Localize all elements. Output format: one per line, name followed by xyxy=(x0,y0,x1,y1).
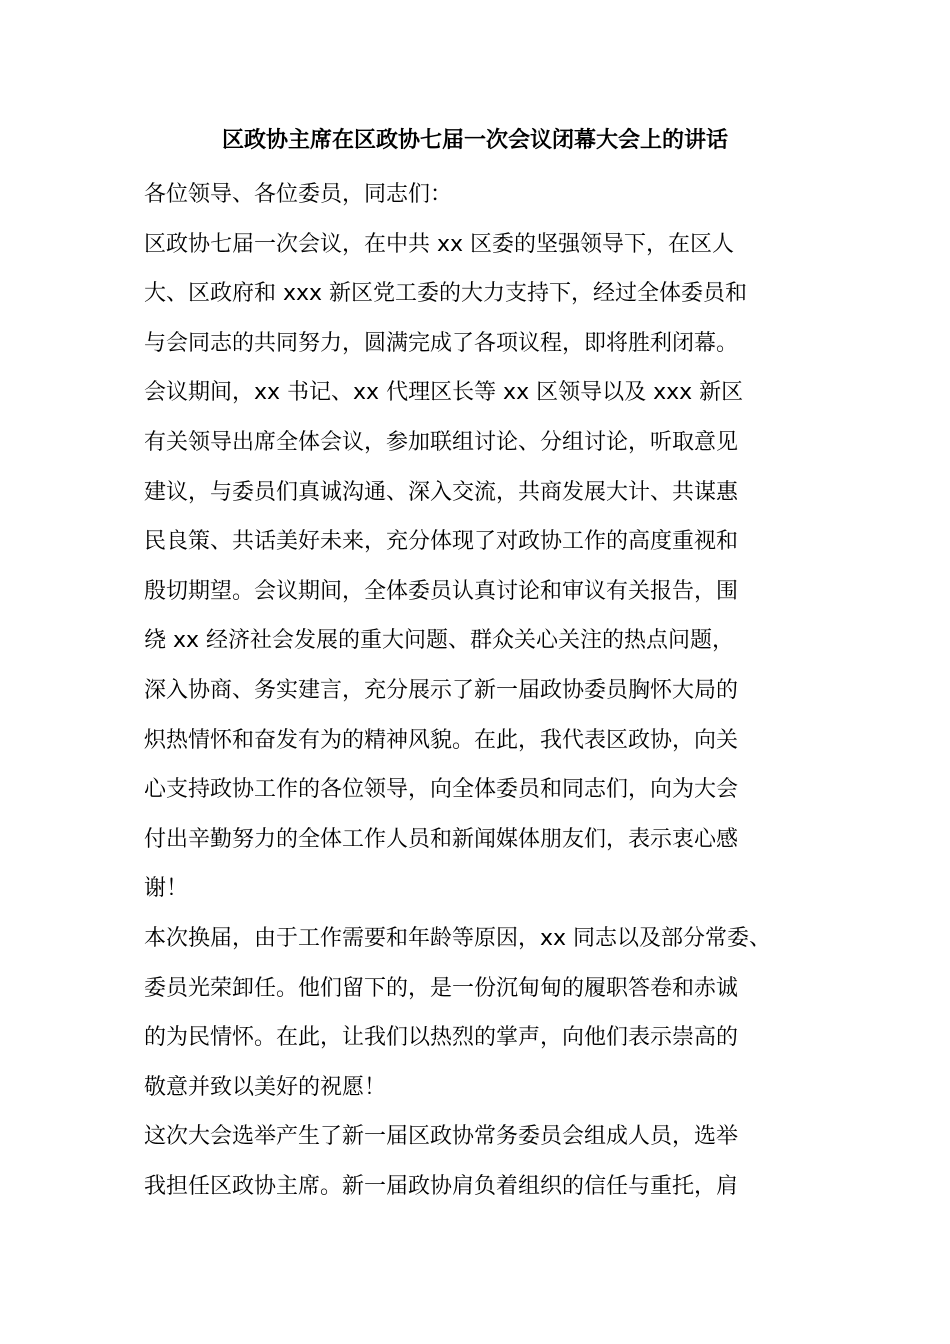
text-line: 绕 xx 经济社会发展的重大问题、群众关心关注的热点问题， xyxy=(144,628,735,654)
text-line: 区政协七届一次会议，在中共 xx 区委的坚强领导下，在区人 xyxy=(144,231,735,257)
paragraph-meeting-intro xyxy=(144,220,824,369)
paragraph-retirement xyxy=(144,914,824,1112)
document-body xyxy=(144,170,824,1211)
document-title: 区政协主席在区政协七届一次会议闭幕大会上的讲话 xyxy=(221,128,728,153)
text-line: 付出辛勤努力的全体工作人员和新闻媒体朋友们，表示衷心感 xyxy=(144,826,739,852)
text-line: 各位领导、各位委员，同志们： xyxy=(144,182,453,207)
text-line: 与会同志的共同努力，圆满完成了各项议程，即将胜利闭幕。 xyxy=(144,330,739,356)
text-line: 大、区政府和 xxx 新区党工委的大力支持下，经过全体委员和 xyxy=(144,281,748,307)
text-line: 心支持政协工作的各位领导，向全体委员和同志们，向为大会 xyxy=(144,777,739,803)
text-line: 的为民情怀。在此，让我们以热烈的掌声，向他们表示崇高的 xyxy=(144,1025,739,1051)
text-line: 这次大会选举产生了新一届区政协常务委员会组成人员，选举 xyxy=(144,1124,739,1150)
text-line: 有关领导出席全体会议，参加联组讨论、分组讨论，听取意见 xyxy=(144,429,739,455)
paragraph-salutation xyxy=(144,170,824,220)
text-line: 建议，与委员们真诚沟通、深入交流，共商发展大计、共谋惠 xyxy=(144,479,739,505)
text-line: 委员光荣卸任。他们留下的，是一份沉甸甸的履职答卷和赤诚 xyxy=(144,975,739,1001)
paragraph-meeting-period xyxy=(144,368,824,914)
text-line: 炽热情怀和奋发有为的精神风貌。在此，我代表区政协，向关 xyxy=(144,727,739,753)
text-line: 会议期间，xx 书记、xx 代理区长等 xx 区领导以及 xxx 新区 xyxy=(144,380,744,406)
text-line: 敬意并致以美好的祝愿！ xyxy=(144,1074,387,1100)
text-line: 民良策、共话美好未来，充分体现了对政协工作的高度重视和 xyxy=(144,529,739,555)
text-line: 本次换届，由于工作需要和年龄等原因，xx 同志以及部分常委、 xyxy=(144,925,772,951)
text-line: 殷切期望。会议期间，全体委员认真讨论和审议有关报告，围 xyxy=(144,578,739,604)
text-line: 谢！ xyxy=(144,876,189,902)
paragraph-election xyxy=(144,1112,824,1211)
text-line: 深入协商、务实建言，充分展示了新一届政协委员胸怀大局的 xyxy=(144,677,739,703)
text-line: 我担任区政协主席。新一届政协肩负着组织的信任与重托，肩 xyxy=(144,1173,739,1199)
